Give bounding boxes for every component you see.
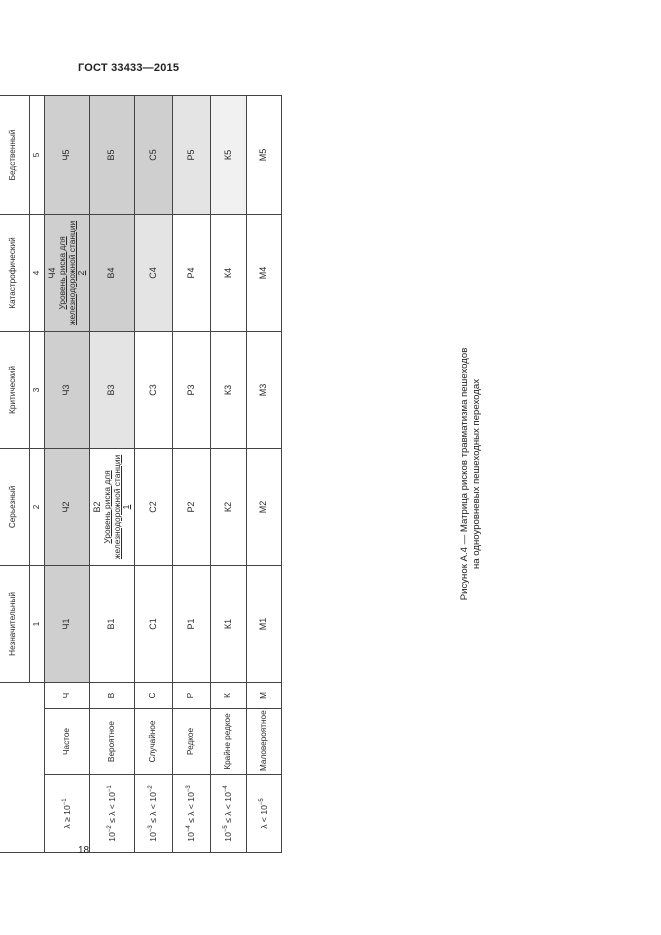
risk-cell: Р4: [172, 214, 210, 331]
risk-cell: К5: [210, 95, 246, 214]
lambda-range: $10^{-5} \le \lambda < 10^{-4}$: [210, 774, 246, 852]
risk-cell: М4: [246, 214, 281, 331]
risk-cell: Р2: [172, 448, 210, 565]
lambda-range: $\lambda \ge 10^{-1}$: [45, 774, 90, 852]
table-row: [172, 95, 210, 852]
risk-cell: В4: [89, 214, 134, 331]
risk-cell: Ч3: [45, 331, 90, 448]
risk-cell: К2: [210, 448, 246, 565]
risk-cell: М3: [246, 331, 281, 448]
risk-cell: Р5: [172, 95, 210, 214]
risk-cell: Ч1: [45, 565, 90, 682]
figure-caption: [459, 294, 483, 654]
sev-name-5: Бедственный: [0, 95, 30, 214]
lambda-range: $10^{-3} \le \lambda < 10^{-2}$: [134, 774, 172, 852]
risk-cell: М1: [246, 565, 281, 682]
risk-cell: Р1: [172, 565, 210, 682]
freq-name: Крайне редкое: [210, 708, 246, 774]
freq-code: М: [246, 682, 281, 708]
freq-name: Маловероятное: [246, 708, 281, 774]
risk-matrix-rotated: [0, 96, 270, 853]
risk-cell-annotated: [89, 448, 134, 565]
risk-matrix-table: [0, 94, 282, 852]
table-row: [134, 95, 172, 852]
table-row: [246, 95, 281, 852]
risk-cell: С2: [134, 448, 172, 565]
standard-header: ГОСТ 33433—2015: [78, 62, 180, 74]
risk-cell: К1: [210, 565, 246, 682]
freq-name: Частое: [45, 708, 90, 774]
risk-cell: С1: [134, 565, 172, 682]
freq-code: Ч: [45, 682, 90, 708]
station-1-annotation: Уровень риска для железнодорожной станции 1: [101, 454, 132, 559]
sev-name-4: Катастрофический: [0, 214, 30, 331]
risk-cell: С3: [134, 331, 172, 448]
sev-num-3: 3: [30, 331, 45, 448]
sev-name-2: Серьезный: [0, 448, 30, 565]
risk-cell-label: Ч4: [47, 266, 57, 278]
risk-cell-annotated: [45, 214, 90, 331]
freq-code: К: [210, 682, 246, 708]
page-number: 18: [78, 845, 90, 856]
risk-cell: М5: [246, 95, 281, 214]
risk-cell-label: В2: [91, 500, 102, 512]
station-2-annotation: Уровень риска для железнодорожной станции 2: [56, 220, 87, 325]
sev-name-1: Незначительный: [0, 565, 30, 682]
table-row: [210, 95, 246, 852]
freq-code: В: [89, 682, 134, 708]
freq-name: Случайное: [134, 708, 172, 774]
caption-line-1: Рисунок А.4 — Матрица рисков травматизма пешеходов: [459, 347, 471, 601]
risk-cell: К3: [210, 331, 246, 448]
risk-cell: В5: [89, 95, 134, 214]
risk-cell: Ч5: [45, 95, 90, 214]
sev-num-1: 1: [30, 565, 45, 682]
sev-num-5: 5: [30, 95, 45, 214]
risk-cell: К4: [210, 214, 246, 331]
risk-cell: Ч2: [45, 448, 90, 565]
freq-code: С: [134, 682, 172, 708]
lambda-range: $10^{-2} \le \lambda < 10^{-1}$: [89, 774, 134, 852]
sev-num-4: 4: [30, 214, 45, 331]
table-row: [45, 95, 90, 852]
freq-code: Р: [172, 682, 210, 708]
lambda-range: $\lambda < 10^{-5}$: [246, 774, 281, 852]
freq-name: Редкое: [172, 708, 210, 774]
freq-header: [0, 682, 45, 852]
table-row: [89, 95, 134, 852]
lambda-range: $10^{-4} \le \lambda < 10^{-3}$: [172, 774, 210, 852]
sev-num-2: 2: [30, 448, 45, 565]
risk-cell: Р3: [172, 331, 210, 448]
freq-name: Вероятное: [89, 708, 134, 774]
risk-cell: М2: [246, 448, 281, 565]
risk-cell: В1: [89, 565, 134, 682]
caption-line-2: на одноуровневых пешеходных переходах: [471, 378, 482, 570]
risk-cell: В3: [89, 331, 134, 448]
sev-name-3: Критический: [0, 331, 30, 448]
risk-cell: С5: [134, 95, 172, 214]
risk-cell: С4: [134, 214, 172, 331]
